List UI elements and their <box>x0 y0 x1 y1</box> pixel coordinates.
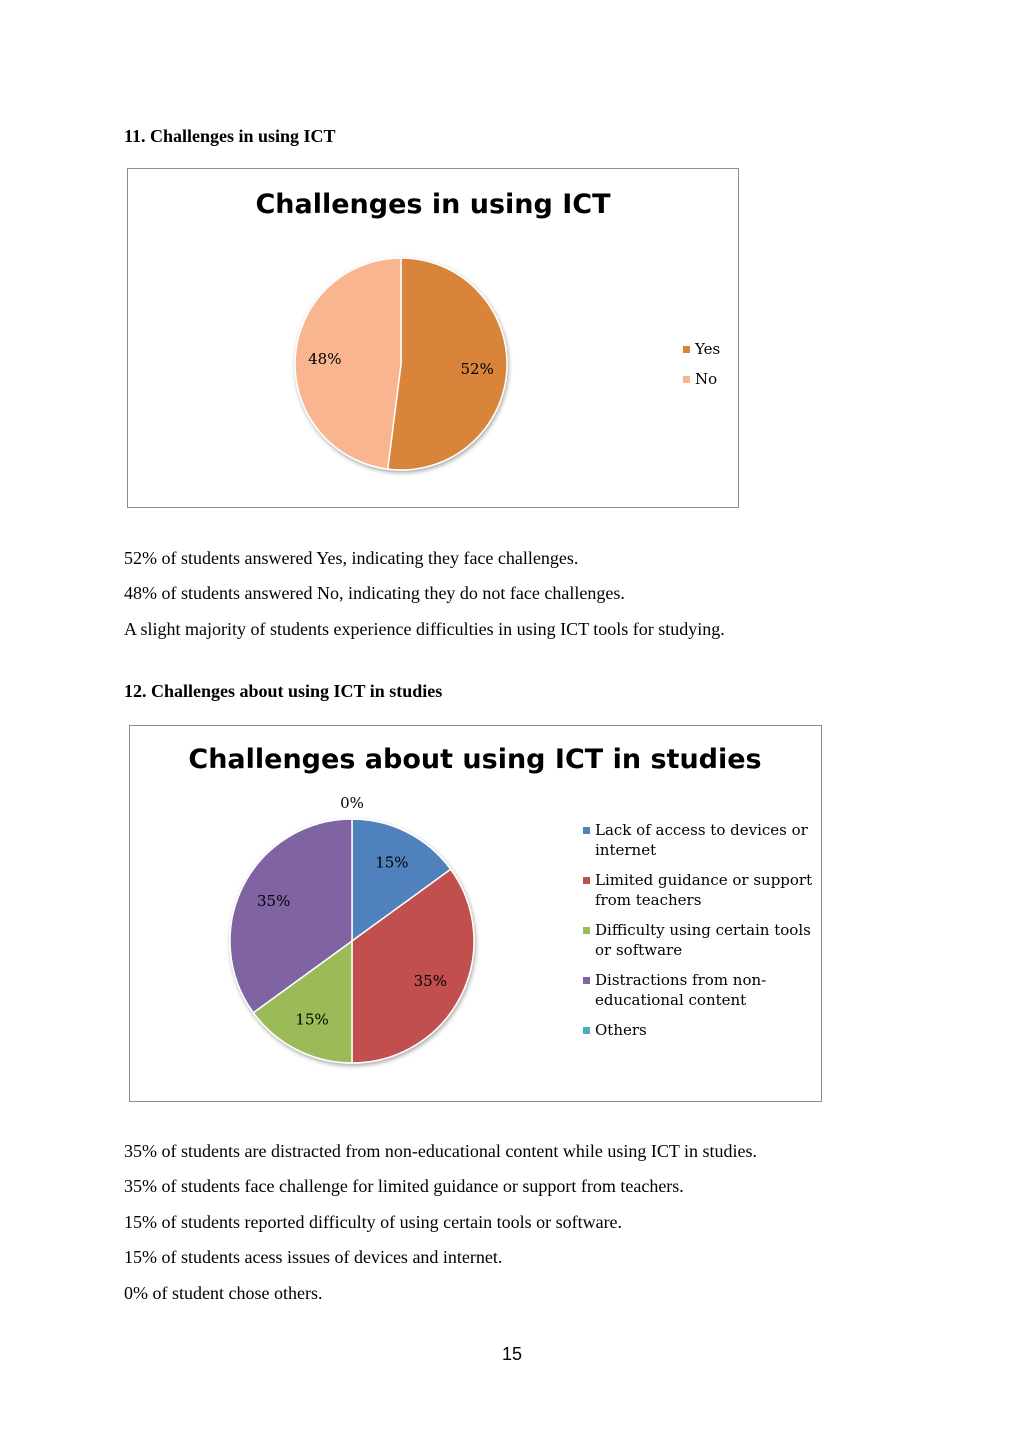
legend-label-1: Lack of access to devices or <box>595 821 808 839</box>
legend-label-1: Yes <box>695 340 721 358</box>
chart-2-container <box>129 725 822 1102</box>
data-label-2: 48% <box>308 350 342 369</box>
data-label-1: 15% <box>375 853 409 872</box>
section-2-paragraph-5: 0% of student chose others. <box>124 1283 323 1303</box>
chart-2 <box>130 726 821 1101</box>
section-1-paragraph-3: A slight majority of students experience difficulties in using ICT tools for studying. <box>124 619 725 639</box>
section-2-paragraph-1: 35% of students are distracted from non-educational content while using ICT in studies. <box>124 1141 758 1161</box>
legend-label-3: Difficulty using certain tools <box>595 921 811 939</box>
legend-label-1: internet <box>595 841 657 859</box>
section-2-paragraph-2: 35% of students face challenge for limited guidance or support from teachers. <box>124 1176 684 1196</box>
legend-label-3: or software <box>595 941 683 959</box>
legend-label-4: Distractions from non- <box>595 971 767 989</box>
legend-label-4: educational content <box>595 991 747 1009</box>
data-label-2: 35% <box>413 971 447 990</box>
legend-label-5: Others <box>595 1021 647 1039</box>
section-2-paragraph-4: 15% of students acess issues of devices and internet. <box>124 1247 503 1267</box>
data-label-5: 0% <box>340 794 364 812</box>
data-label-4: 35% <box>257 892 291 911</box>
legend-marker-2 <box>683 376 690 383</box>
legend-marker-1 <box>583 827 590 834</box>
section-1-heading: 11. Challenges in using ICT <box>124 126 336 146</box>
data-label-3: 15% <box>295 1010 329 1029</box>
legend-marker-2 <box>583 877 590 884</box>
legend-marker-3 <box>583 927 590 934</box>
legend-label-2: from teachers <box>595 891 702 909</box>
section-2-paragraph-3: 15% of students reported difficulty of using certain tools or software. <box>124 1212 623 1232</box>
pie-slices <box>230 819 474 1063</box>
chart-1 <box>128 169 738 507</box>
chart-title: Challenges in using ICT <box>255 189 611 220</box>
chart-title: Challenges about using ICT in studies <box>188 744 762 775</box>
page-number: 15 <box>501 1344 523 1364</box>
legend-marker-5 <box>583 1027 590 1034</box>
section-1-paragraph-2: 48% of students answered No, indicating they do not face challenges. <box>124 583 625 603</box>
legend-marker-4 <box>583 977 590 984</box>
data-label-1: 52% <box>460 359 494 378</box>
chart-1-container <box>127 168 739 508</box>
legend-label-2: No <box>695 370 718 388</box>
legend-label-2: Limited guidance or support <box>595 871 813 889</box>
legend-marker-1 <box>683 346 690 353</box>
section-1-paragraph-1: 52% of students answered Yes, indicating they face challenges. <box>124 548 579 568</box>
section-2-heading: 12. Challenges about using ICT in studies <box>124 681 443 701</box>
